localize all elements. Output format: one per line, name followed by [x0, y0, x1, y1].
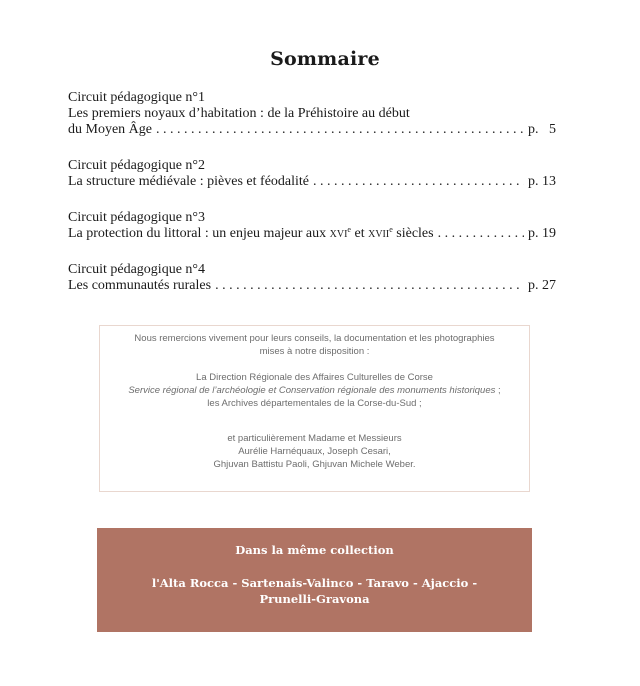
thanks-text [100, 384, 529, 397]
toc-title-line [68, 226, 434, 242]
thanks-text: La Direction Régionale des Affaires Culturelles de Corse [196, 372, 433, 383]
dot-leader [313, 174, 524, 190]
toc-entry-4 [68, 262, 556, 294]
toc-title-part: et [354, 226, 365, 241]
toc-heading: Circuit pédagogique n°1 [68, 90, 206, 105]
thanks-text: Nous remercions vivement pour leurs conseils, la documentation et les photographies [134, 333, 495, 344]
toc-page-number: p. 27 [528, 278, 556, 293]
toc-title-part: siècles [396, 226, 434, 241]
thanks-text: mises à notre disposition : [259, 346, 370, 357]
toc-leader-line [68, 226, 556, 242]
toc-entry-2 [68, 158, 556, 190]
collection-heading: Dans la même collection [235, 543, 394, 557]
superscript: e [389, 225, 393, 234]
toc-entry-1 [68, 90, 556, 138]
toc-title-part: La protection du littoral : un enjeu majeur aux [68, 226, 327, 241]
acknowledgements-box [99, 325, 530, 492]
collection-list: l'Alta Rocca - Sartenais-Valinco - Taravo - Ajaccio - Prunelli-Gravona [151, 576, 478, 606]
toc-title-line: Les communautés rurales [68, 278, 212, 293]
century-numeral: xvii [368, 226, 390, 241]
dot-leader [438, 226, 524, 242]
collection-banner [97, 528, 532, 632]
dot-leader [215, 278, 524, 294]
century-numeral: xvi [329, 226, 348, 241]
superscript: e [347, 225, 351, 234]
page-title: Sommaire [270, 48, 380, 70]
toc-leader-line [68, 174, 556, 190]
toc-heading: Circuit pédagogique n°4 [68, 262, 206, 277]
toc-entry-3 [68, 210, 556, 242]
thanks-italic: Service régional de l’archéologie et Conservation régionale des monuments historiques [128, 385, 496, 396]
thanks-text: et particulièrement Madame et Messieurs [227, 433, 402, 444]
toc-heading: Circuit pédagogique n°3 [68, 210, 206, 225]
toc-leader-line [68, 122, 556, 138]
toc-title-line: du Moyen Âge [68, 122, 152, 137]
thanks-text: les Archives départementales de la Corse-du-Sud ; [207, 398, 422, 409]
toc-heading: Circuit pédagogique n°2 [68, 158, 206, 173]
thanks-text: Aurélie Harnéquaux, Joseph Cesari, [238, 446, 391, 457]
toc-leader-line [68, 278, 556, 294]
thanks-text: Ghjuvan Battistu Paoli, Ghjuvan Michele Weber. [213, 459, 416, 470]
toc-page-number: p. 13 [528, 174, 556, 189]
toc-title-line: La structure médiévale : pièves et féodalité [68, 174, 310, 189]
dot-leader [156, 122, 524, 138]
toc-title-line: Les premiers noyaux d’habitation : de la Préhistoire au début [68, 106, 410, 121]
toc-page-number: p. 19 [528, 226, 556, 241]
toc-page-number: p. 5 [528, 122, 556, 137]
thanks-text: ; [495, 385, 501, 396]
table-of-contents [68, 90, 556, 314]
